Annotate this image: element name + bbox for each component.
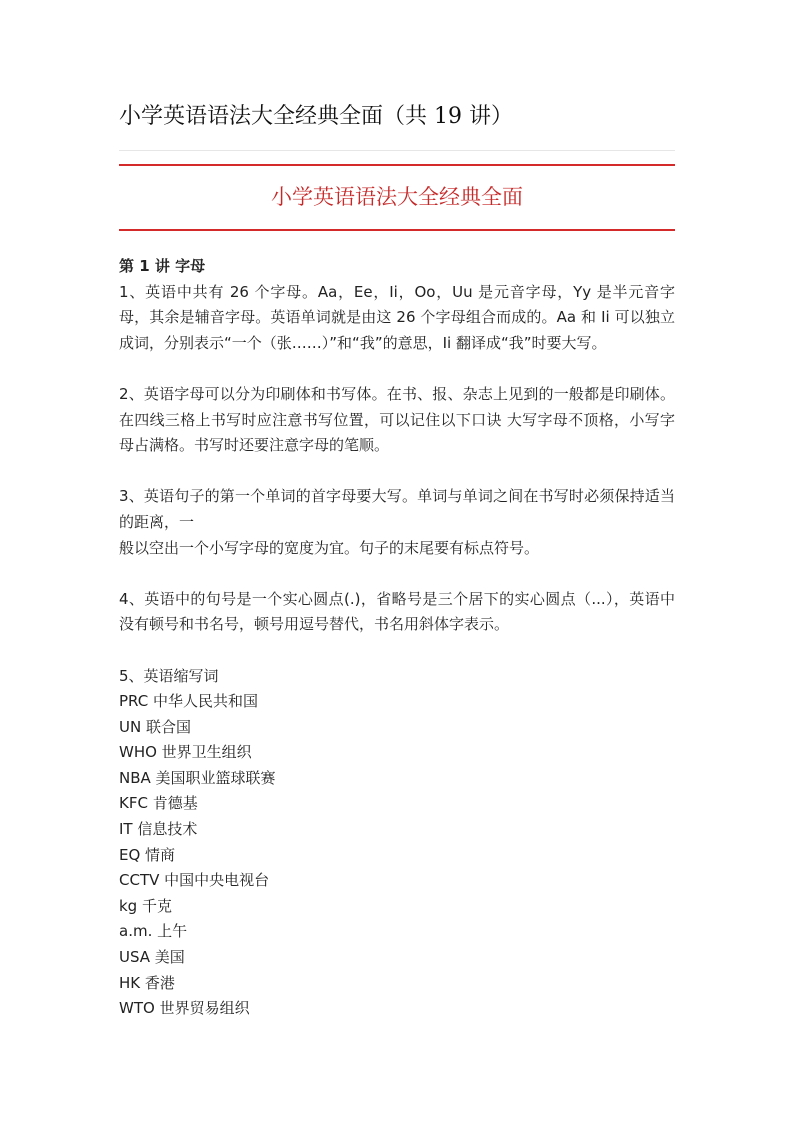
lesson-heading: 第 1 讲 字母 [119,257,206,275]
lesson-content [119,254,675,1022]
abbreviation-list [119,689,675,1022]
subtitle-bottom-rule [119,229,675,231]
paragraph-4: 4、英语中的句号是一个实心圆点(.)，省略号是三个居下的实心圆点（...），英语中没有顿号和书名号，顿号用逗号替代，书名用斜体字表示。 [119,589,675,634]
abbreviation-item: IT 信息技术 [119,820,198,839]
subtitle-top-rule [119,164,675,166]
abbreviation-item: NBA 美国职业篮球联赛 [119,768,276,787]
title-divider [119,150,675,151]
document-title: 小学英语语法大全经典全面（共 19 讲） [119,104,513,129]
document-subtitle: 小学英语语法大全经典全面 [271,185,523,209]
abbreviation-item: PRC 中华人民共和国 [119,692,258,711]
paragraph-spacer [119,638,675,664]
abbreviation-item: WTO 世界贸易组织 [119,999,250,1018]
abbreviation-item: KFC 肯德基 [119,794,198,813]
paragraph-3: 3、英语句子的第一个单词的首字母要大写。单词与单词之间在书写时必须保持适当的距离，一 [119,487,675,531]
paragraph-3-continued: 般以空出一个小写字母的宽度为宜。句子的末尾要有标点符号。 [119,538,540,557]
abbreviation-item: kg 千克 [119,896,172,915]
paragraph-spacer [119,561,675,587]
abbreviation-item: HK 香港 [119,973,175,992]
paragraph-spacer [119,356,675,382]
abbreviation-item: USA 美国 [119,948,185,967]
abbreviation-item: a.m. 上午 [119,922,188,941]
abbreviation-item: EQ 情商 [119,845,176,864]
abbreviation-item: CCTV 中国中央电视台 [119,871,270,890]
paragraph-5: 5、英语缩写词 [119,666,219,685]
abbreviation-item: UN 联合国 [119,717,191,736]
paragraph-2: 2、英语字母可以分为印刷体和书写体。在书、报、杂志上见到的一般都是印刷体。在四线三格上书写时应注意书写位置，可以记住以下口诀 大写字母不顶格，小写字母占满格。书写时还要注意字母的笔顺。 [119,384,675,455]
paragraph-1: 1、英语中共有 26 个字母。Aa，Ee，Ii，Oo，Uu 是元音字母，Yy 是半元音字母，其余是辅音字母。英语单词就是由这 26 个字母组合而成的。Aa 和 Ii 可以独立成词，分别表示“一个（张……）”和“我”的意思，Ii 翻译成“我”时要大写。 [119,282,675,352]
paragraph-spacer [119,459,675,485]
abbreviation-item: WHO 世界卫生组织 [119,743,252,762]
